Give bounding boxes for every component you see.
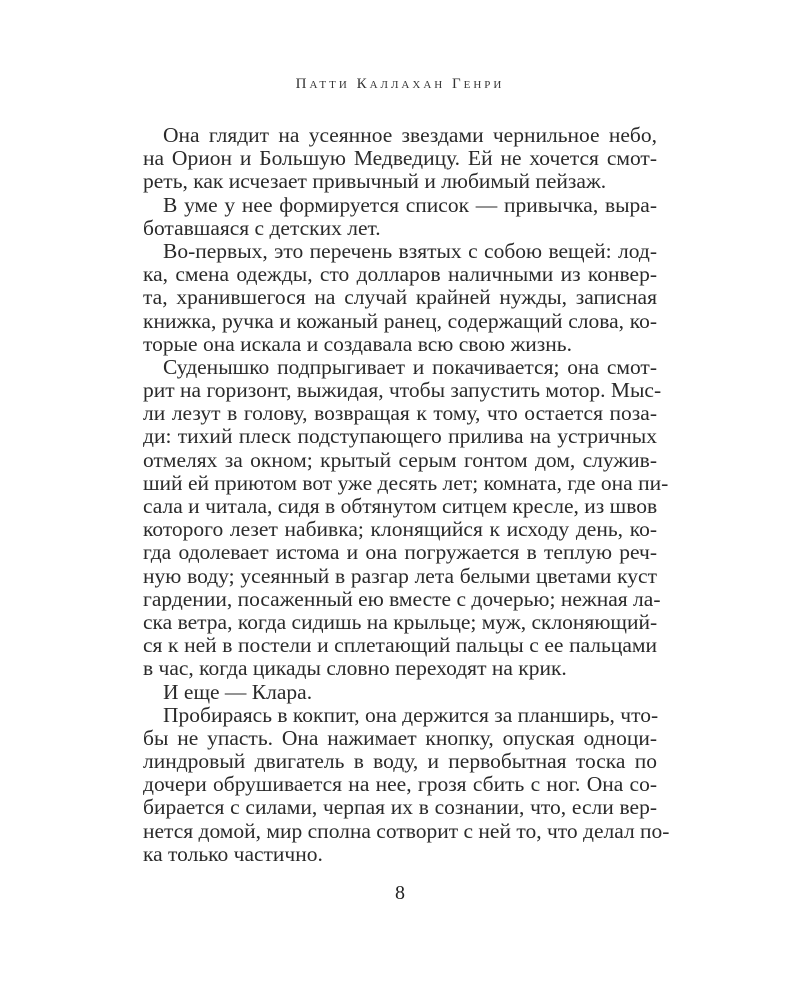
text-line: рит на горизонт, выжидая, чтобы запустить мотор. Мыс- xyxy=(143,378,662,403)
text-line: книжка, ручка и кожаный ранец, содержащий слова, ко- xyxy=(143,308,657,333)
text-line: Пробираясь в кокпит, она держится за планширь, что- xyxy=(163,702,659,727)
paragraph xyxy=(143,240,657,356)
text-line: ска ветра, когда сидишь на крыльце; муж, склоняющий- xyxy=(143,609,658,634)
text-line: реть, как исчезает привычный и любимый пейзаж. xyxy=(143,169,607,194)
body-text xyxy=(143,123,670,866)
text-line: Во-первых, это перечень взятых с собою вещей: лод- xyxy=(163,238,657,263)
text-line: бирается с силами, черпая их в сознании, что, если вер- xyxy=(143,795,657,820)
text-line: ся к ней в постели и сплетающий пальцы с ее пальцами xyxy=(143,633,657,658)
text-line: сала и читала, сидя в обтянутом ситцем кресле, из швов xyxy=(143,494,658,518)
page-number: 8 xyxy=(395,882,405,904)
text-line: ка, смена одежды, сто долларов наличными из конвер- xyxy=(143,262,657,287)
paragraph xyxy=(143,194,657,240)
text-line: дочери обрушивается на нее, грозя сбить с ног. Она со- xyxy=(143,772,657,797)
text-line: ботавшаяся с детских лет. xyxy=(143,215,381,240)
text-line: нется домой, мир сполна сотворит с ней то, что делал по- xyxy=(143,818,670,843)
text-line: на Орион и Большую Медведицу. Ей не хочется смот- xyxy=(143,146,657,171)
text-line: отмелях за окном; крытый серым гонтом дом, служив- xyxy=(143,447,657,472)
text-line: И еще — Клара. xyxy=(163,679,313,704)
text-line: ди: тихий плеск подступающего прилива на устричных xyxy=(143,424,657,449)
text-line: Суденышко подпрыгивает и покачивается; она смот- xyxy=(163,354,657,379)
text-line: ка только частично. xyxy=(143,841,323,866)
text-line: гда одолевает истома и она погружается в теплую реч- xyxy=(143,540,657,565)
text-line: торые она искала и создавала всю свою жизнь. xyxy=(143,331,572,356)
text-line: ли лезут в голову, возвращая к тому, что остается поза- xyxy=(143,401,657,426)
paragraph xyxy=(143,124,657,194)
text-line: ший ей приютом вот уже десять лет; комната, где она пи- xyxy=(143,470,669,495)
paragraph xyxy=(143,354,669,681)
text-line: та, хранившегося на случай крайней нужды, записная xyxy=(143,285,657,310)
text-line: В уме у нее формируется список — привычка, выра- xyxy=(163,192,657,217)
text-line: гардении, посаженный ею вместе с дочерью; нежная ла- xyxy=(143,586,661,611)
text-line: в час, когда цикады словно переходят на крик. xyxy=(143,656,567,681)
text-line: которого лезет набивка; клонящийся к исходу день, ко- xyxy=(143,517,657,542)
text-line: бы не упасть. Она нажимает кнопку, опуская одноци- xyxy=(143,725,657,750)
running-header: Патти Каллахан Генри xyxy=(295,76,505,92)
text-line: линдровый двигатель в воду, и первобытная тоска по xyxy=(143,749,657,774)
paragraph xyxy=(143,702,670,866)
text-line: Она глядит на усеянное звездами чернильное небо, xyxy=(163,123,657,147)
paragraph xyxy=(143,681,657,704)
text-line: ную воду; усеянный в разгар лета белыми цветами куст xyxy=(143,563,657,588)
